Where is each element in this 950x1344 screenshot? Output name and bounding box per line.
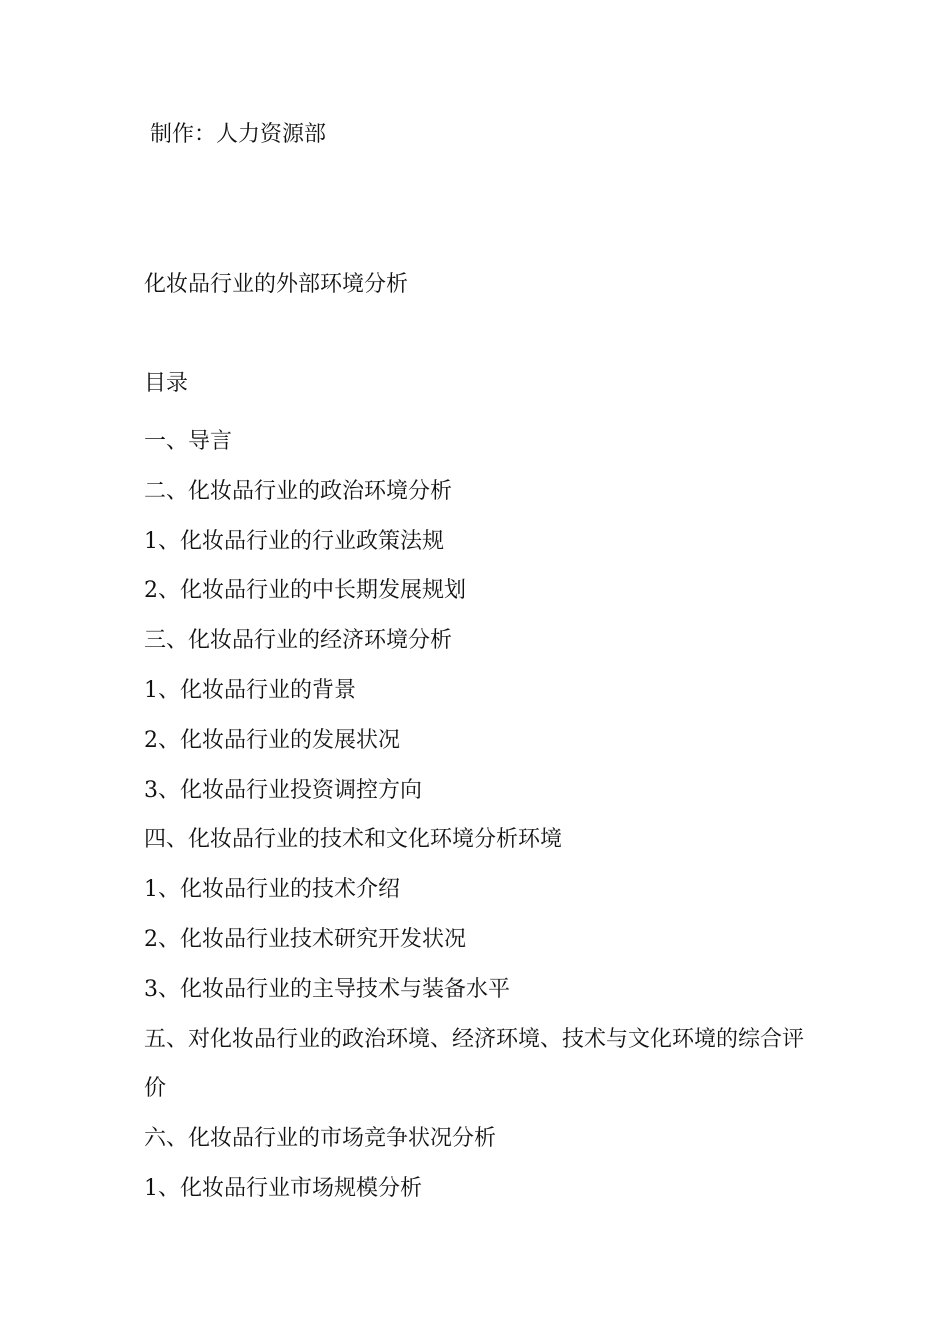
table-of-contents: [144, 367, 814, 1214]
toc-item: 四、化妆品行业的技术和文化环境分析环境: [144, 827, 563, 853]
toc-item: 3、化妆品行业投资调控方向: [144, 777, 422, 803]
toc-item: 2、化妆品行业的中长期发展规划: [144, 578, 466, 604]
toc-item: 1、化妆品行业市场规模分析: [144, 1175, 422, 1201]
author-line: 制作：人力资源部: [150, 122, 327, 147]
toc-item: 一、导言: [144, 429, 233, 454]
toc-item: 1、化妆品行业的行业政策法规: [144, 528, 444, 554]
toc-item: 六、化妆品行业的市场竞争状况分析: [144, 1126, 497, 1152]
toc-item: 二、化妆品行业的政治环境分析: [144, 478, 453, 504]
toc-item: 三、化妆品行业的经济环境分析: [144, 628, 453, 654]
toc-heading: 目录: [144, 371, 189, 396]
toc-list: [144, 417, 814, 1214]
document-title: 化妆品行业的外部环境分析: [144, 272, 409, 297]
toc-item: 1、化妆品行业的背景: [144, 677, 356, 703]
toc-item: 1、化妆品行业的技术介绍: [144, 877, 400, 903]
toc-item: 3、化妆品行业的主导技术与装备水平: [144, 976, 510, 1002]
toc-item: 2、化妆品行业技术研究开发状况: [144, 926, 466, 952]
toc-item: 2、化妆品行业的发展状况: [144, 727, 400, 753]
toc-item: 五、对化妆品行业的政治环境、经济环境、技术与文化环境的综合评价: [144, 1026, 805, 1102]
